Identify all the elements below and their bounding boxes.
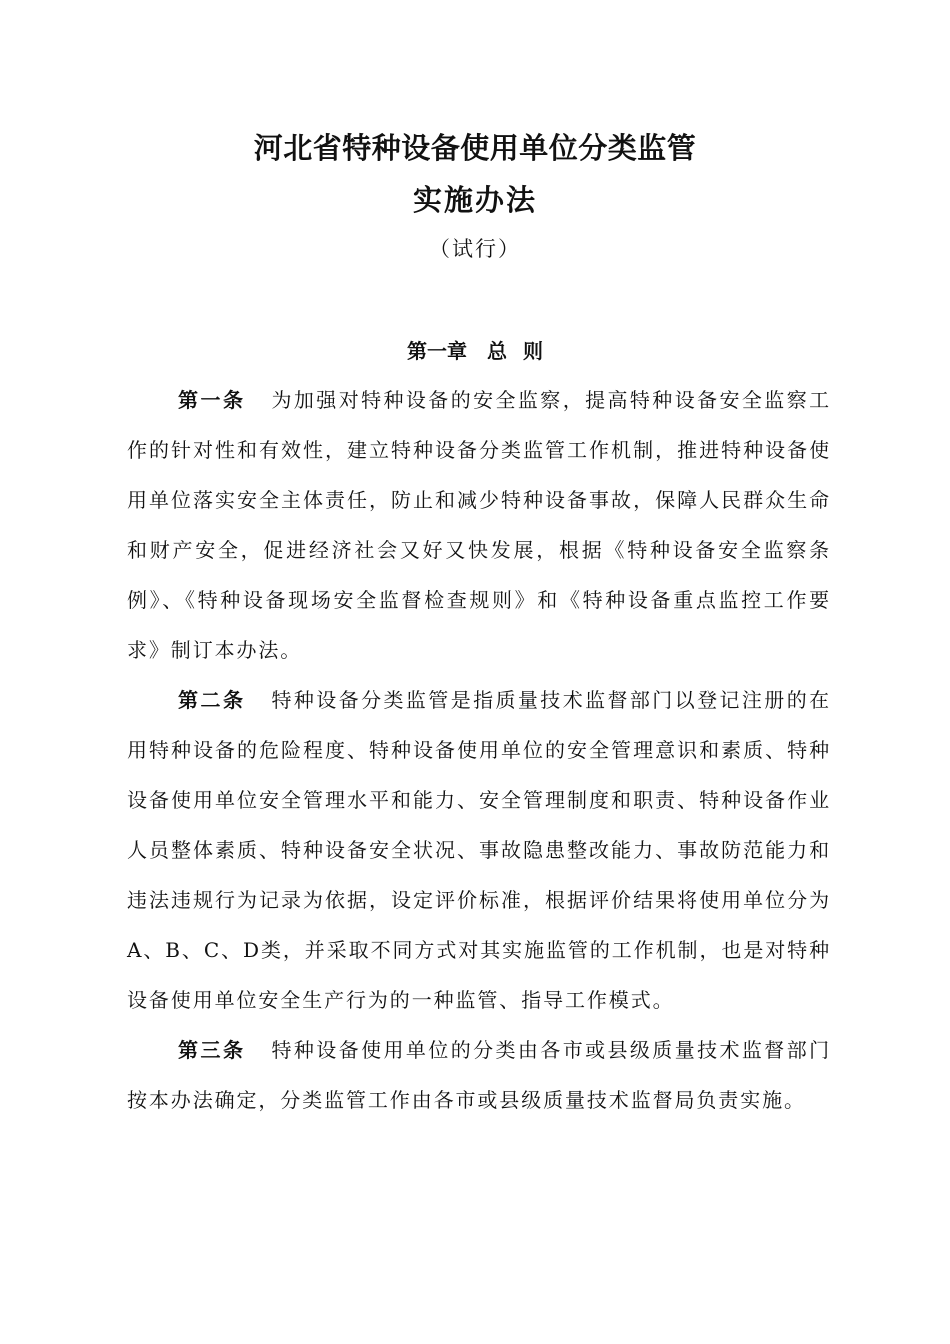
article-text: 为加强对特种设备的安全监察，提高特种设备安全监察工作的针对性和有效性，建立特种设备分类监管工作机制，推进特种设备使用单位落实安全主体责任，防止和减少特种设备事故，保障人民群众生命和财产安全，促进经济社会又好又快发展，根据《特种设备安全监察条例》、《特种设备现场安全监督检查规则》和《特种设备重点监控工作要求》制订本办法。 — [127, 388, 831, 662]
article-label: 第二条 — [178, 688, 246, 712]
chapter-heading — [0, 334, 950, 368]
chapter-name-part2: 则 — [523, 339, 543, 363]
article-2 — [127, 675, 831, 1025]
document-title: 河北省特种设备使用单位分类监管 — [253, 131, 697, 165]
article-1 — [127, 375, 831, 675]
document-subtitle: （试行） — [429, 237, 521, 261]
article-text: 特种设备分类监管是指质量技术监督部门以登记注册的在用特种设备的危险程度、特种设备使用单位的安全管理意识和素质、特种设备使用单位安全管理水平和能力、安全管理制度和职责、特种设备作业人员整体素质、特种设备安全状况、事故隐患整改能力、事故防范能力和违法违规行为记录为依据，设定评价标准，根据评价结果将使用单位分为A、B、C、D类，并采取不同方式对其实施监管的工作机制，也是对特种设备使用单位安全生产行为的一种监管、指导工作模式。 — [127, 688, 831, 1012]
article-3 — [127, 1025, 831, 1125]
chapter-number: 第一章 — [407, 339, 467, 363]
document-title-line2: 实施办法 — [412, 183, 537, 217]
article-label: 第三条 — [178, 1038, 246, 1062]
article-label: 第一条 — [178, 388, 246, 412]
chapter-name-part1: 总 — [487, 339, 507, 363]
article-text: 特种设备使用单位的分类由各市或县级质量技术监督部门按本办法确定，分类监管工作由各市或县级质量技术监督局负责实施。 — [127, 1038, 831, 1112]
